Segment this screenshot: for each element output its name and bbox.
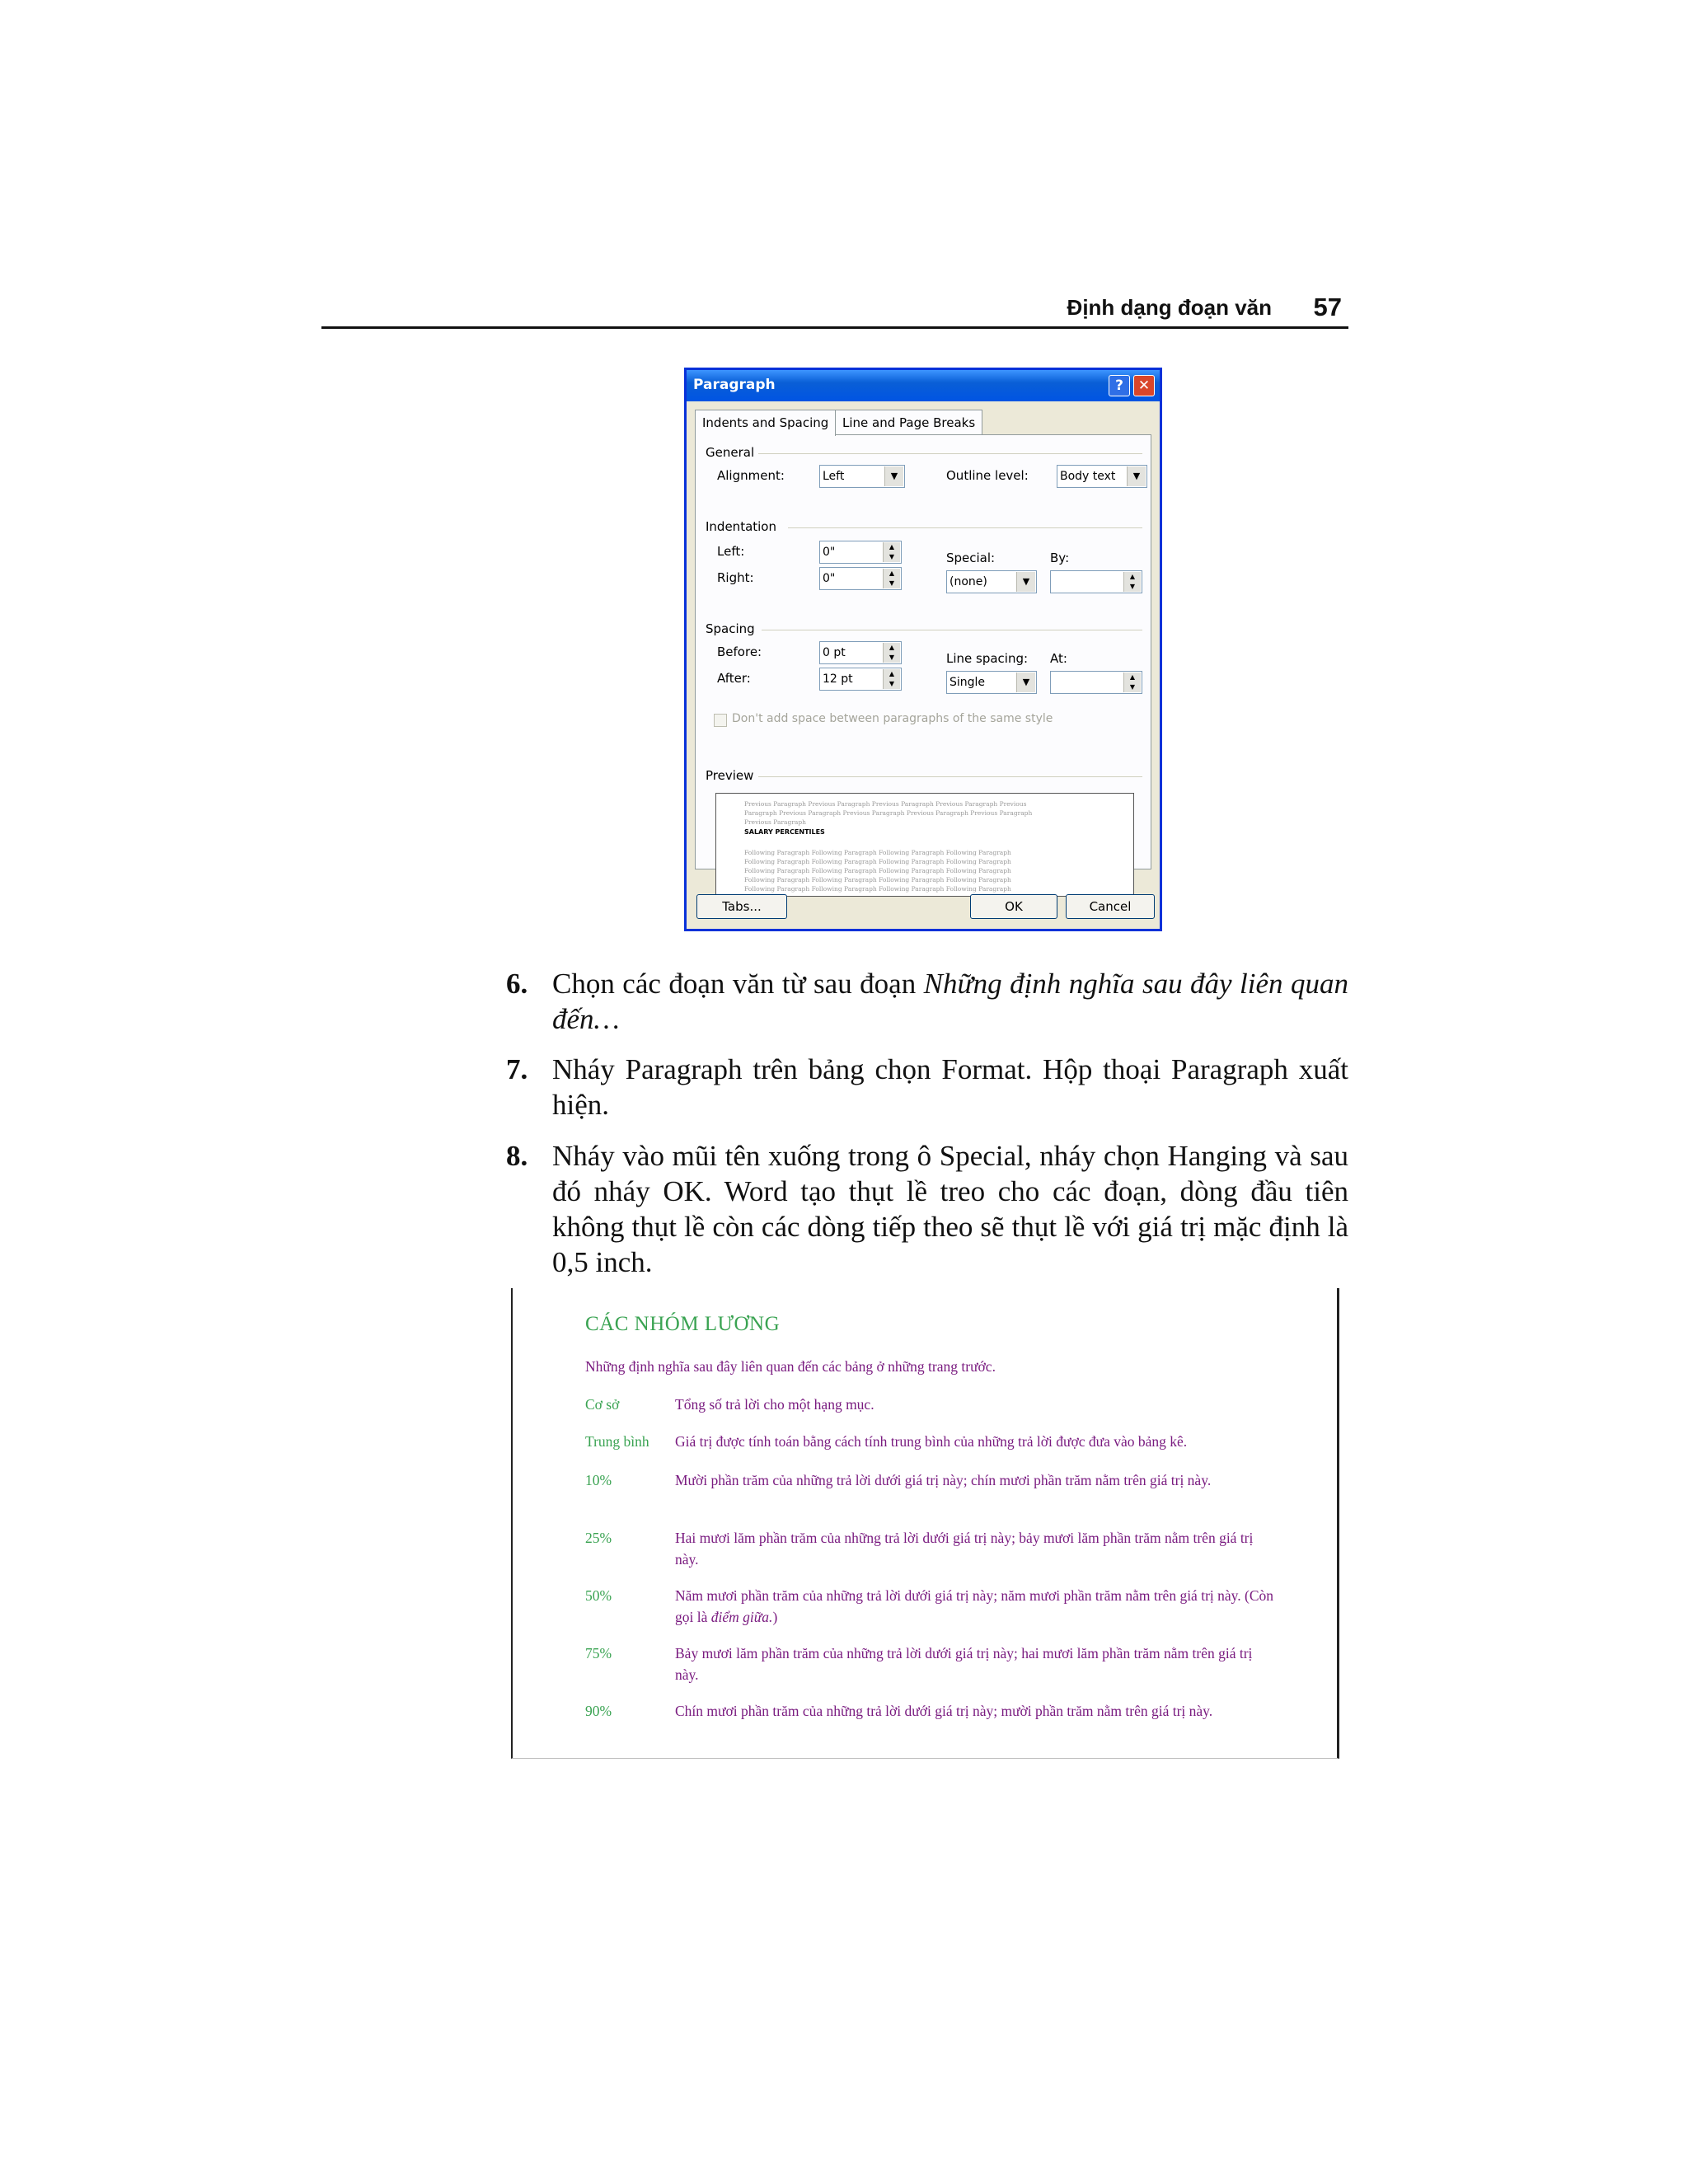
preview-divider xyxy=(758,776,1142,777)
tabs-button[interactable]: Tabs... xyxy=(696,894,787,919)
step-number: 7. xyxy=(506,1053,528,1085)
definition-body: Bảy mươi lăm phần trăm của những trả lời dưới giá trị này; hai mươi lăm phần trăm nằm trên giá trị này. xyxy=(675,1645,1253,1683)
figure-heading: CÁC NHÓM LƯƠNG xyxy=(585,1313,781,1335)
special-label: Special: xyxy=(946,551,996,565)
ok-button[interactable]: OK xyxy=(970,894,1057,919)
paragraph-dialog xyxy=(684,368,1162,931)
at-label: At: xyxy=(1050,651,1067,666)
definition-end: ) xyxy=(772,1609,778,1625)
definition-text xyxy=(675,1394,1278,1415)
alignment-select[interactable] xyxy=(819,465,905,488)
definition-body: Giá trị được tính toán bằng cách tính trung bình của những trả lời được đưa vào bảng kê. xyxy=(675,1433,1188,1450)
cancel-button[interactable]: Cancel xyxy=(1066,894,1155,919)
preview-previous-line: Previous Paragraph xyxy=(744,818,807,826)
preview-following-line: Following Paragraph Following Paragraph Following Paragraph Following Paragraph xyxy=(744,858,1011,865)
spinner-arrows-icon[interactable]: ▲ ▼ xyxy=(883,669,900,689)
preview-following-line: Following Paragraph Following Paragraph Following Paragraph Following Paragraph xyxy=(744,876,1011,883)
definition-text xyxy=(675,1469,1278,1491)
left-indent-label: Left: xyxy=(717,544,745,559)
step-text-italic: Những định nghĩa sau đây liên quan đến… xyxy=(552,968,1348,1035)
tab-indents-and-spacing[interactable]: Indents and Spacing xyxy=(695,410,836,436)
step-item xyxy=(506,1052,1348,1122)
right-indent-value: 0" xyxy=(823,572,836,585)
step-text xyxy=(552,966,1348,1037)
general-group-label: General xyxy=(706,445,755,460)
definition-term: 75% xyxy=(585,1645,612,1661)
left-indent-value: 0" xyxy=(823,546,836,559)
special-value: (none) xyxy=(950,575,987,588)
definition-term: Cơ sở xyxy=(585,1396,620,1413)
general-divider xyxy=(758,453,1142,454)
chevron-down-icon[interactable]: ▼ xyxy=(884,466,903,486)
spinner-arrows-icon[interactable]: ▲ ▼ xyxy=(1123,572,1141,592)
salary-figure xyxy=(511,1288,1339,1759)
before-label: Before: xyxy=(717,644,762,659)
spinner-arrows-icon[interactable]: ▲ ▼ xyxy=(1123,673,1141,692)
spacing-group-label: Spacing xyxy=(706,621,755,636)
left-indent-input[interactable] xyxy=(819,541,902,564)
preview-previous-line: Paragraph Previous Paragraph Previous Paragraph Previous Paragraph Previous Paragraph xyxy=(744,809,1033,817)
chevron-down-icon[interactable]: ▼ xyxy=(1127,466,1146,486)
step-item xyxy=(506,966,1348,1037)
page-number: 57 xyxy=(1313,293,1342,321)
definition-text xyxy=(675,1585,1278,1628)
preview-following-line: Following Paragraph Following Paragraph Following Paragraph Following Paragraph xyxy=(744,849,1011,856)
definition-body: Tổng số trả lời cho một hạng mục. xyxy=(675,1396,874,1413)
step-text xyxy=(552,1138,1348,1280)
tab-line-and-page-breaks[interactable]: Line and Page Breaks xyxy=(835,410,982,434)
definition-body: Mười phần trăm của những trả lời dưới giá trị này; chín mươi phần trăm nằm trên giá trị này. xyxy=(675,1472,1212,1488)
definition-term: 10% xyxy=(585,1472,612,1488)
special-select[interactable] xyxy=(946,570,1037,593)
at-input[interactable] xyxy=(1050,671,1142,694)
definition-body: Hai mươi lăm phần trăm của những trả lời dưới giá trị này; bảy mươi lăm phần trăm nằm trên giá trị này. xyxy=(675,1530,1254,1568)
line-spacing-label: Line spacing: xyxy=(946,651,1029,666)
spinner-arrows-icon[interactable]: ▲ ▼ xyxy=(883,643,900,663)
definition-body: Năm mươi phần trăm của những trả lời dưới giá trị này; năm mươi phần trăm nằm trên giá trị này. (Còn gọi là xyxy=(675,1587,1274,1625)
alignment-value: Left xyxy=(823,470,845,483)
figure-intro: Những định nghĩa sau đây liên quan đến các bảng ở những trang trước. xyxy=(585,1358,996,1375)
line-spacing-value: Single xyxy=(950,676,986,689)
definition-text xyxy=(675,1700,1278,1722)
preview-previous-line: Previous Paragraph Previous Paragraph Previous Paragraph Previous Paragraph Previous xyxy=(744,800,1027,808)
right-indent-input[interactable] xyxy=(819,567,902,590)
definition-italic: điểm giữa. xyxy=(710,1609,773,1625)
definition-body: Chín mươi phần trăm của những trả lời dưới giá trị này; mười phần trăm nằm trên giá trị này. xyxy=(675,1703,1213,1719)
chapter-title: Định dạng đoạn văn xyxy=(1067,295,1272,320)
preview-following-line: Following Paragraph Following Paragraph Following Paragraph Following Paragraph xyxy=(744,867,1011,874)
spinner-arrows-icon[interactable]: ▲ ▼ xyxy=(883,542,900,562)
alignment-label: Alignment: xyxy=(717,468,785,483)
outline-level-label: Outline level: xyxy=(946,468,1029,483)
definition-text xyxy=(675,1643,1278,1685)
chevron-down-icon[interactable]: ▼ xyxy=(1016,572,1035,592)
definition-text xyxy=(675,1431,1278,1452)
step-text-main: Nháy vào mũi tên xuống trong ô Special, nháy chọn Hanging và sau đó nháy OK. Word tạo thụt lề treo cho các đoạn, dòng đầu tiên không thụt lề còn các dòng tiếp theo sẽ thụt lề với giá trị mặc định là 0,5 inch. xyxy=(552,1140,1348,1278)
preview-box xyxy=(715,793,1134,897)
step-number: 6. xyxy=(506,968,528,1000)
help-button[interactable]: ? xyxy=(1109,375,1130,396)
line-spacing-select[interactable] xyxy=(946,671,1037,694)
step-text xyxy=(552,1052,1348,1122)
by-input[interactable] xyxy=(1050,570,1142,593)
step-number: 8. xyxy=(506,1140,528,1172)
dialog-titlebar xyxy=(687,370,1160,401)
preview-following-line: Following Paragraph Following Paragraph Following Paragraph Following Paragraph xyxy=(744,885,1011,893)
definition-term: 90% xyxy=(585,1703,612,1719)
after-label: After: xyxy=(717,671,751,686)
definition-term: 25% xyxy=(585,1530,612,1546)
right-indent-label: Right: xyxy=(717,570,754,585)
close-button[interactable]: ✕ xyxy=(1133,375,1155,396)
definition-term: Trung bình xyxy=(585,1433,649,1450)
dont-add-space-label: Don't add space between paragraphs of the same style xyxy=(732,712,1053,725)
step-text-main: Nháy Paragraph trên bảng chọn Format. Hộp thoại Paragraph xuất hiện. xyxy=(552,1053,1348,1121)
indentation-group-label: Indentation xyxy=(706,519,776,534)
definition-text xyxy=(675,1527,1278,1570)
preview-sample-text: SALARY PERCENTILES xyxy=(744,828,825,836)
tab-panel xyxy=(695,434,1151,893)
spinner-arrows-icon[interactable]: ▲ ▼ xyxy=(883,569,900,588)
by-label: By: xyxy=(1050,551,1070,565)
step-text-main: Chọn các đoạn văn từ sau đoạn xyxy=(552,968,924,1000)
page-header xyxy=(321,288,1348,329)
outline-level-value: Body text xyxy=(1060,470,1116,483)
outline-level-select[interactable] xyxy=(1057,465,1147,488)
indentation-divider xyxy=(788,527,1142,528)
spacing-before-value: 0 pt xyxy=(823,646,846,659)
chevron-down-icon[interactable]: ▼ xyxy=(1016,673,1035,692)
dialog-title: Paragraph xyxy=(693,377,776,393)
spacing-after-value: 12 pt xyxy=(823,673,853,686)
spacing-after-input[interactable] xyxy=(819,668,902,691)
spacing-before-input[interactable] xyxy=(819,641,902,664)
preview-group-label: Preview xyxy=(706,768,754,783)
definition-term: 50% xyxy=(585,1587,612,1604)
dont-add-space-checkbox[interactable] xyxy=(714,714,727,727)
step-item xyxy=(506,1138,1348,1280)
